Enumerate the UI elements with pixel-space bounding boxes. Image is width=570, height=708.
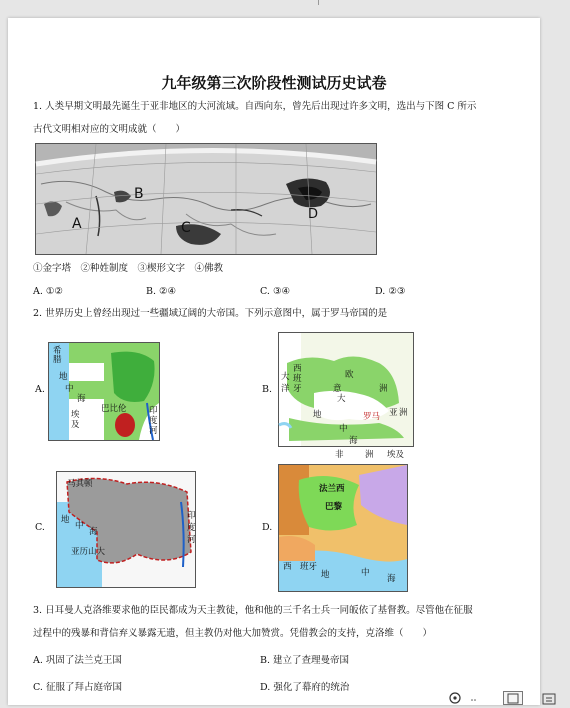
map-c-label-alexandria: 亚历山大 (71, 547, 106, 557)
document-page (8, 18, 540, 705)
map-b-label-asia-2: 洲 (399, 408, 408, 418)
map-d-label-spain: 西 班牙 (283, 562, 318, 572)
map-b-label-spain-2: 班 (293, 374, 302, 384)
map-a-label-indus-3: 河 (149, 426, 158, 436)
map-a-label-med-1: 地 (59, 372, 68, 382)
map-c-label-indus-3: 河 (187, 535, 196, 545)
map-d-label-med-3: 海 (387, 574, 396, 584)
single-page-view-icon[interactable] (503, 691, 523, 705)
question-1-line-1: 1. 人类早期文明最先诞生于亚非地区的大河流域。自西向东，曾先后出现过许多文明，选出与下图 C 所示 (33, 101, 477, 112)
question-3-option-c[interactable]: C. 征服了拜占庭帝国 (33, 682, 122, 693)
top-ruler-mark (318, 0, 319, 5)
map-c-label-med-1: 地 (61, 515, 70, 525)
question-1-line-2: 古代文明相对应的文明成就（ ） (33, 124, 186, 135)
map-a-label-egypt-1: 埃 (71, 410, 80, 420)
map-b-label-asia-1: 亚 (389, 408, 398, 418)
page-title: 九年级第三次阶段性测试历史试卷 (161, 74, 387, 92)
civilizations-map-graphic (36, 144, 376, 254)
map-c-label-macedonia: 马其顿 (67, 479, 93, 489)
question-3-option-a[interactable]: A. 巩固了法兰克王国 (33, 655, 122, 666)
map-a-label-egypt-2: 及 (71, 420, 80, 430)
question-3-option-b[interactable]: B. 建立了查理曼帝国 (260, 655, 350, 666)
map-b-label-egypt: 埃及 (387, 450, 405, 460)
map-b-label-rome: 罗马 (363, 412, 381, 422)
question-2-option-d-letter[interactable]: D. (262, 522, 273, 533)
more-icon[interactable] (470, 691, 478, 705)
map-label-b: B (134, 186, 144, 202)
map-c-label-med-2: 中 (75, 521, 84, 531)
map-a-label-med-3: 海 (77, 394, 86, 404)
map-a-label-indus-2: 度 (149, 416, 158, 426)
empire-map-d[interactable] (278, 464, 408, 592)
question-1-option-a[interactable]: A. ①② (33, 286, 63, 297)
question-3-line-2: 过程中的残暴和背信弃义暴露无遗，但主教仍对他大加赞赏。凭借教会的支持，克洛维（ ） (33, 628, 433, 639)
map-c-label-indus-2: 度 (187, 523, 196, 533)
map-b-label-atlantic-3: 洋 (281, 384, 290, 394)
map-d-label-france: 法兰西 (319, 484, 345, 494)
map-b-label-europe-1: 欧 (345, 370, 354, 380)
question-2-option-b-letter[interactable]: B. (262, 384, 273, 395)
question-2-option-c-letter[interactable]: C. (35, 522, 45, 533)
map-b-label-med-2: 中 (339, 424, 348, 434)
map-label-c: C (181, 220, 191, 236)
map-a-label-med-2: 中 (65, 384, 74, 394)
map-d-label-paris: 巴黎 (325, 502, 343, 512)
ancient-civilizations-map (35, 143, 377, 255)
empire-map-a[interactable] (48, 342, 160, 441)
map-label-a: A (72, 216, 82, 232)
map-b-label-med-1: 地 (313, 410, 322, 420)
question-1-items: ①金字塔 ②种姓制度 ③楔形文字 ④佛教 (33, 263, 224, 274)
map-label-d: D (308, 207, 319, 222)
map-b-label-med-3: 海 (349, 436, 358, 446)
map-b-label-africa-2: 洲 (365, 450, 374, 460)
map-b-label-atlantic-1: 大 (281, 372, 290, 382)
question-2-option-a-letter[interactable]: A. (35, 384, 45, 395)
map-b-label-spain-1: 西 (293, 364, 302, 374)
map-b-label-africa-1: 非 (335, 450, 344, 460)
question-2-stem: 2. 世界历史上曾经出现过一些疆域辽阔的大帝国。下列示意图中，属于罗马帝国的是 (33, 308, 388, 319)
question-3-line-1: 3. 日耳曼人克洛维要求他的臣民都成为天主教徒，他和他的三千名士兵一同皈依了基督教。尽管他在征服 (33, 605, 473, 616)
map-b-label-spain-3: 牙 (293, 384, 302, 394)
empire-map-c[interactable] (56, 471, 196, 588)
question-1-option-d[interactable]: D. ②③ (375, 286, 406, 297)
map-b-label-italy-2: 大 (337, 394, 346, 404)
zoom-icon[interactable] (448, 691, 466, 705)
map-a-label-greece-1: 希 (53, 346, 62, 356)
map-b-label-italy-1: 意 (333, 384, 342, 394)
empire-map-b[interactable] (278, 332, 414, 460)
double-page-view-icon[interactable] (541, 693, 559, 705)
question-1-option-c[interactable]: C. ③④ (260, 286, 291, 297)
map-a-label-babylon: 巴比伦 (101, 404, 127, 414)
map-d-label-med-2: 中 (361, 568, 370, 578)
map-c-label-med-3: 海 (89, 527, 98, 537)
map-d-label-med-1: 地 (321, 570, 330, 580)
map-c-label-indus-1: 印 (187, 511, 196, 521)
question-1-option-b[interactable]: B. ②④ (146, 286, 177, 297)
map-b-label-europe-2: 洲 (379, 384, 388, 394)
question-3-option-d[interactable]: D. 强化了幕府的统治 (260, 682, 350, 693)
map-a-label-greece-2: 腊 (53, 355, 62, 365)
map-a-label-indus-1: 印 (149, 406, 158, 416)
